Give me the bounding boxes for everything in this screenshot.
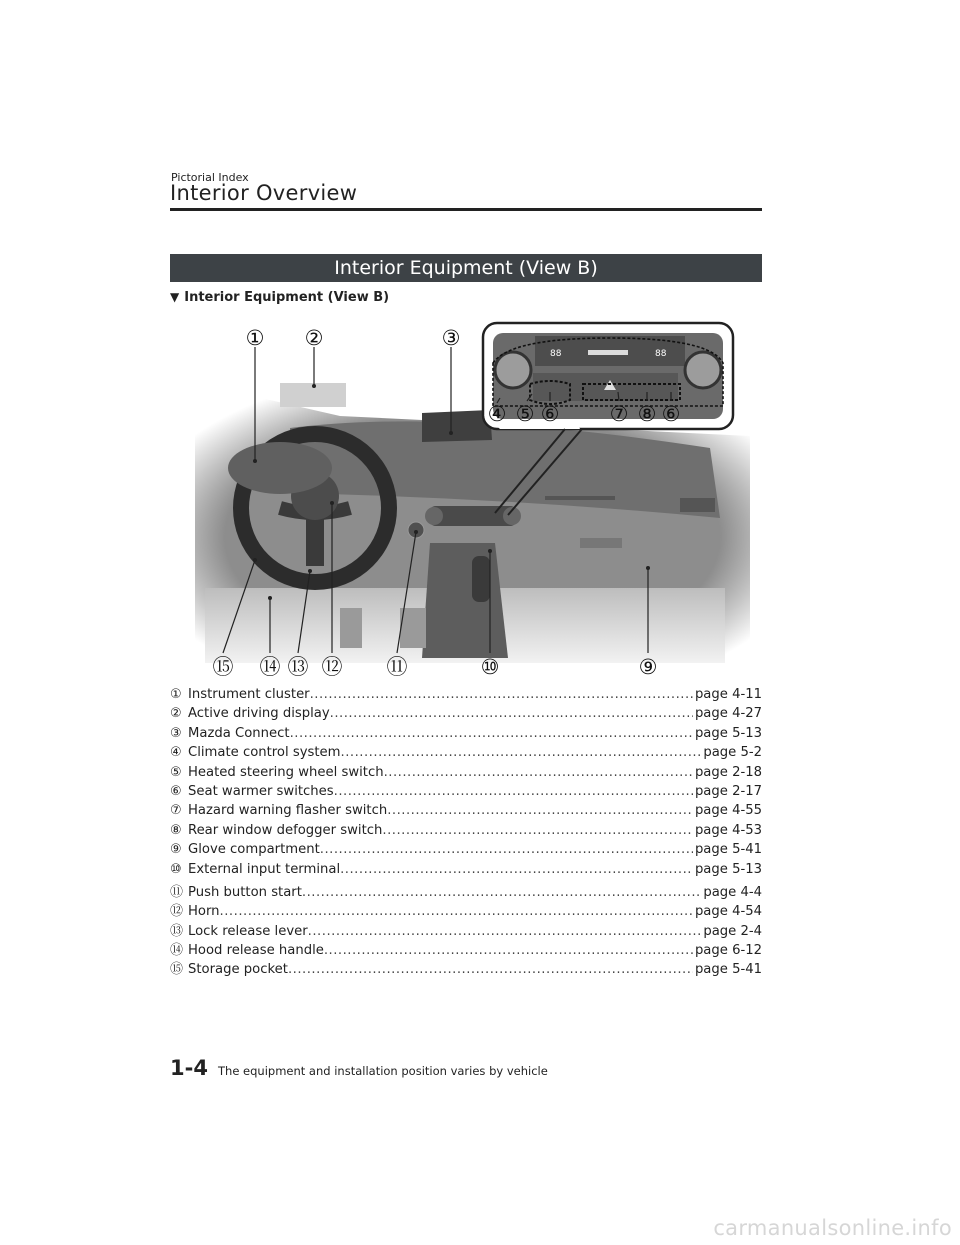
dot-leader	[290, 726, 693, 741]
callout-number: ③	[170, 725, 182, 741]
list-item	[170, 706, 762, 725]
inset-readout: 88	[655, 349, 667, 359]
list-item	[170, 726, 762, 745]
callout-number: ⑬	[170, 923, 184, 939]
page-reference: page 4-55	[694, 803, 762, 819]
page-reference: page 2-4	[703, 923, 762, 939]
page-reference: page 2-18	[694, 764, 762, 780]
inset-readout: 88	[550, 349, 562, 359]
page-reference: page 4-53	[694, 822, 762, 838]
callout-label: Heated steering wheel switch	[188, 764, 384, 780]
dot-leader	[308, 924, 702, 939]
callout-marker: ⑥	[540, 402, 560, 426]
callout-number: ⑨	[170, 842, 182, 858]
temperature-dial	[685, 352, 721, 388]
list-item	[170, 881, 762, 900]
dot-leader	[382, 823, 693, 838]
callout-number: ④	[170, 745, 182, 761]
triangle-down-icon: ▼	[170, 290, 180, 304]
page-reference: page 4-54	[694, 904, 762, 920]
callout-number: ⑩	[170, 861, 182, 877]
list-item	[170, 862, 762, 881]
list-item	[170, 920, 762, 939]
list-item	[170, 745, 762, 764]
list-item	[170, 803, 762, 822]
right-vent	[680, 498, 715, 512]
dot-leader	[288, 962, 693, 977]
callout-marker: ⑪	[386, 655, 408, 678]
callout-marker: ⑬	[287, 655, 309, 678]
page-number: 1-4	[170, 1056, 208, 1080]
page-reference: page 6-12	[694, 943, 762, 959]
callout-number: ②	[170, 706, 182, 722]
list-item	[170, 939, 762, 958]
callout-label: Push button start	[188, 884, 302, 900]
section-banner: Interior Equipment (View B)	[170, 254, 762, 282]
list-item	[170, 900, 762, 919]
page-reference: page 2-17	[694, 783, 762, 799]
callout-marker: ⑨	[638, 655, 658, 678]
center-console	[422, 543, 508, 658]
callout-marker: ⑫	[321, 655, 343, 678]
interior-illustration	[190, 318, 750, 678]
watermark: carmanualsonline.info	[713, 1216, 952, 1240]
callout-marker: ④	[487, 402, 507, 426]
dot-leader	[387, 803, 693, 818]
page-reference: page 5-41	[694, 842, 762, 858]
callout-marker: ⑭	[259, 655, 281, 678]
callout-marker: ②	[304, 326, 324, 350]
dot-leader	[310, 687, 693, 702]
callout-label: Active driving display	[188, 706, 330, 722]
dot-leader	[330, 706, 693, 721]
page-title: Interior Overview	[170, 181, 358, 205]
callout-marker: ⑦	[609, 402, 629, 426]
sub-heading-text: Interior Equipment (View B)	[184, 290, 390, 305]
callout-label: Mazda Connect	[188, 725, 290, 741]
title-divider	[170, 208, 762, 211]
callout-marker: ⑤	[515, 402, 535, 426]
callout-label: Seat warmer switches	[188, 783, 334, 799]
callout-label: Instrument cluster	[188, 687, 310, 702]
page-reference: page 5-13	[694, 861, 762, 877]
callout-number: ⑭	[170, 943, 184, 959]
dot-leader	[320, 842, 693, 857]
callout-number: ⑦	[170, 803, 182, 819]
page-reference: page 5-13	[694, 725, 762, 741]
list-item	[170, 823, 762, 842]
dot-leader	[341, 745, 702, 760]
list-item	[170, 784, 762, 803]
center-display	[422, 410, 492, 442]
callout-number: ⑮	[170, 962, 184, 978]
list-item	[170, 765, 762, 784]
callout-marker: ①	[245, 326, 265, 350]
callout-number: ⑫	[170, 904, 184, 920]
callout-label: Glove compartment	[188, 842, 320, 858]
gear-shifter	[472, 556, 490, 602]
callout-marker: ⑥	[661, 402, 681, 426]
callout-label: External input terminal	[188, 861, 341, 877]
callout-number: ⑤	[170, 764, 182, 780]
callout-marker: ⑧	[637, 402, 657, 426]
callout-marker: ③	[441, 326, 461, 350]
dot-leader	[324, 943, 693, 958]
callout-number: ⑪	[170, 884, 184, 900]
dot-leader	[220, 904, 693, 919]
callout-label: Storage pocket	[188, 962, 288, 978]
page-reference: page 4-11	[694, 687, 762, 702]
callout-label: Lock release lever	[188, 923, 308, 939]
dot-leader	[334, 784, 693, 799]
section-label: Pictorial Index	[171, 171, 249, 184]
callout-label: Climate control system	[188, 745, 341, 761]
sub-heading	[170, 290, 389, 305]
list-item	[170, 842, 762, 861]
instrument-cluster	[228, 442, 332, 494]
callout-label: Rear window defogger switch	[188, 822, 383, 838]
center-vent	[545, 496, 615, 500]
temperature-dial	[495, 352, 531, 388]
callout-number: ⑧	[170, 822, 182, 838]
callout-list	[170, 687, 762, 978]
callout-marker: ⑮	[212, 655, 234, 678]
dot-leader	[302, 885, 701, 900]
page-reference: page 4-27	[694, 706, 762, 722]
list-item	[170, 958, 762, 977]
dot-leader	[340, 862, 693, 877]
callout-number: ⑥	[170, 783, 182, 799]
footer-note: The equipment and installation position varies by vehicle	[218, 1064, 548, 1078]
page-reference: page 4-4	[703, 884, 762, 900]
callout-marker: ⑩	[480, 655, 500, 678]
pedal	[340, 608, 362, 648]
callout-label: Hazard warning flasher switch	[188, 803, 388, 819]
list-item	[170, 687, 762, 706]
page-reference: page 5-41	[694, 962, 762, 978]
dot-leader	[384, 765, 693, 780]
pedal	[400, 608, 426, 648]
callout-number: ①	[170, 687, 182, 702]
page-reference: page 5-2	[703, 745, 762, 761]
glove-handle	[580, 538, 622, 548]
callout-label: Horn	[188, 904, 220, 920]
callout-label: Hood release handle	[188, 943, 324, 959]
